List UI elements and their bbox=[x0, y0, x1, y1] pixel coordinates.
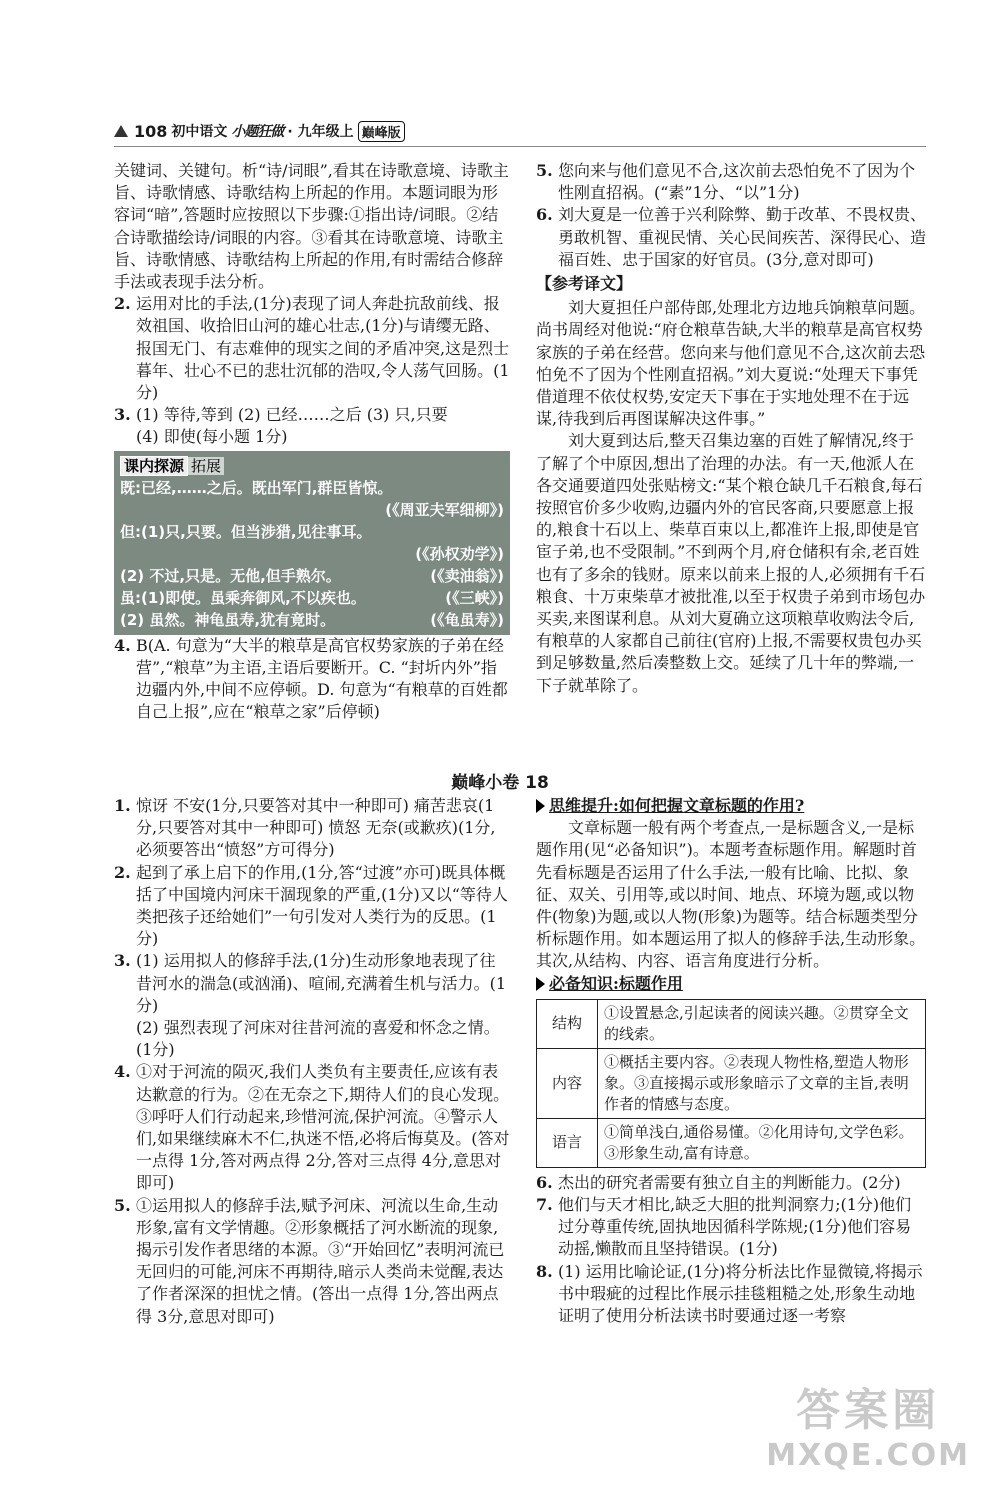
answer-item bbox=[536, 1194, 926, 1261]
item-text: 惊讶 不安(1分,只要答对其中一种即可) 痛苦悲哀(1分,只要答对其中一种即可) 愤怒 无奈(或歉疚)(1分,必须要答出“愤怒”方可得分) bbox=[136, 796, 496, 860]
knowledge-row bbox=[120, 609, 504, 631]
knowledge-tag: 课内探源 bbox=[120, 456, 188, 476]
table-value: ①概括主要内容。②表现人物性格,塑造人物形象。③直接揭示或形象暗示了文章的主旨,表明作者的情感与态度。 bbox=[598, 1048, 926, 1118]
section-title: 巅峰小卷 18 bbox=[451, 773, 549, 793]
header-divider bbox=[114, 146, 926, 147]
item-number: 8. bbox=[536, 1261, 553, 1281]
left-bottom-column bbox=[114, 795, 510, 1328]
item-text: 您向来与他们意见不合,这次前去恐怕免不了因为个性刚直招祸。(“素”1分、“以”1分) bbox=[558, 161, 916, 203]
page-number: 108 bbox=[134, 121, 168, 141]
book-title: 初中语文 bbox=[171, 124, 228, 140]
answer-item bbox=[536, 1261, 926, 1328]
knowledge-tag-extension: 拓展 bbox=[188, 457, 224, 475]
reference-translation-title: 【参考译文】 bbox=[536, 274, 633, 294]
triangle-icon bbox=[114, 125, 128, 137]
knowledge-source: (《龟虽寿》) bbox=[430, 610, 504, 629]
item-number: 3. bbox=[114, 405, 131, 425]
knowledge-source: (《卖油翁》) bbox=[430, 566, 504, 585]
watermark-logo: 答案圈 bbox=[796, 1385, 941, 1436]
item-text: 运用对比的手法,(1分)表现了词人奔赴抗敌前线、报效祖国、收拾旧山河的雄心壮志,(1分)与请缨无路、报国无门、有志难伸的现实之间的矛盾冲突,这是烈士暮年、壮心不已的悲壮沉郁的浩叹,令人荡气回肠。(1分) bbox=[136, 294, 510, 403]
answer-item bbox=[114, 795, 510, 862]
knowledge-title: 必备知识:标题作用 bbox=[549, 973, 683, 993]
answer-item bbox=[536, 160, 926, 204]
item-number: 6. bbox=[536, 1172, 553, 1192]
left-top-column bbox=[114, 160, 510, 723]
item-line: (1) 等待,等到 (2) 已经……之后 (3) 只,只要 bbox=[136, 405, 448, 425]
brand-logo: 小题狂做 bbox=[231, 124, 284, 140]
item-text bbox=[136, 404, 510, 448]
item-text: 起到了承上启下的作用,(1分,答“过渡”亦可)既具体概括了中国境内河床干涸现象的严重,(1分)又以“等待人类把孩子还给她们”一句引发对人类行为的反思。(1分) bbox=[136, 862, 508, 949]
item-number: 4. bbox=[114, 1062, 131, 1082]
answer-item bbox=[536, 1172, 926, 1194]
watermark bbox=[766, 1374, 970, 1473]
answer-item bbox=[114, 950, 510, 1061]
knowledge-heading bbox=[536, 973, 926, 995]
grade-label: · 九年级上 bbox=[287, 124, 354, 140]
item-text bbox=[136, 950, 510, 1061]
analysis-continuation: 关键词、关键句。析“诗/词眼”,看其在诗歌意境、诗歌主旨、诗歌情感、诗歌结构上所起的作用。本题词眼为形容词“暗”,答题时应按照以下步骤:①指出诗/词眼。②结合诗歌描绘诗/词眼的内容。③看其在诗歌意境、诗歌主旨、诗歌情感、诗歌结构上所起的作用,有时需结合修辞手法或表现手法分析。 bbox=[114, 161, 509, 292]
item-line: (1) 运用拟人的修辞手法,(1分)生动形象地表现了往昔河水的湍急(或汹涌)、喧闹,充满着生机与活力。(1分) bbox=[136, 951, 506, 1015]
knowledge-source: (《孙权劝学》) bbox=[415, 544, 504, 563]
item-number: 4. bbox=[114, 635, 131, 655]
item-number: 6. bbox=[536, 205, 553, 225]
translation-paragraph: 刘大夏到达后,整天召集边塞的百姓了解情况,终于了解了个中原因,想出了治理的办法。有一天,他派人在各交通要道四处张贴榜文:“某个粮仓缺几千石粮食,每石按照官价多少收购,边疆内外的官民客商,只要愿意上报的,粮食十石以上、柴草百束以上,都准许上报,即使是官宦子弟,也不受限制。”不到两个月,府仓储积有余,老百姓也有了多余的钱财。原来以前来上报的人,必须拥有千石粮食、十万束柴草才被批准,以至于权贵子弟到市场包办买卖,来图谋利息。从刘大夏确立这项粮草收购法令后,有粮草的人家都自己前往(官府)上报,不需要权贵包办买到足够数量,然后凑整数上交。延续了几十年的弊端,一下子就革除了。 bbox=[536, 431, 926, 695]
knowledge-line: (2) 虽然。神龟虽寿,犹有竟时。 bbox=[120, 610, 336, 629]
tip-body: 文章标题一般有两个考查点,一是标题含义,一是标题作用(见“必备知识”)。本题考查标题作用。解题时首先看标题是否运用了什么手法,一般有比喻、比拟、象征、双关、引用等,或以时间、地点、环境为题,或以物件(物象)为题,或以人物(形象)为题等。结合标题类型分析标题作用。如本题运用了拟人的修辞手法,生动形象。其次,从结构、内容、语言角度进行分析。 bbox=[536, 818, 926, 971]
knowledge-row bbox=[120, 565, 504, 587]
answer-item bbox=[114, 1195, 510, 1328]
item-number: 1. bbox=[114, 796, 131, 815]
item-number: 2. bbox=[114, 294, 131, 314]
answer-item bbox=[114, 862, 510, 951]
knowledge-source: (《周亚夫军细柳》) bbox=[385, 500, 504, 519]
table-value: ①设置悬念,引起读者的阅读兴趣。②贯穿全文的线索。 bbox=[598, 999, 926, 1048]
item-text: B(A. 句意为“大半的粮草是高官权势家族的子弟在经营”,“粮草”为主语,主语后要断开。C. “封圻内外”指边疆内外,中间不应停顿。D. 句意为“有粮草的百姓都自己上报”,应在“粮草之家”后停顿) bbox=[136, 635, 508, 722]
knowledge-line: 既:已经,……之后。既出军门,群臣皆惊。 bbox=[120, 478, 393, 497]
table-row bbox=[537, 1118, 926, 1167]
item-line: (2) 强烈表现了河床对往昔河流的喜爱和怀念之情。(1分) bbox=[136, 1018, 500, 1060]
item-number: 2. bbox=[114, 862, 131, 882]
right-bottom-column bbox=[536, 795, 926, 1327]
item-number: 3. bbox=[114, 951, 131, 971]
title-function-table bbox=[536, 999, 926, 1168]
translation-paragraph: 刘大夏担任户部侍郎,处理北方边地兵饷粮草问题。尚书周经对他说:“府仓粮草告缺,大半的粮草是高官权势家族的子弟在经营。您向来与他们意见不合,这次前去恐怕免不了因为个性刚直招祸。”刘大夏说:“处理天下事凭借道理不依仗权势,安定天下事在于实地处理不在于远谋,待我到后再图谋解决这件事。” bbox=[536, 298, 926, 429]
answer-item bbox=[536, 204, 926, 271]
item-line: (4) 即使(每小题 1分) bbox=[136, 427, 288, 447]
knowledge-line: 虽:(1)即使。虽乘奔御风,不以疾也。 bbox=[120, 588, 366, 607]
arrow-icon bbox=[536, 977, 545, 991]
item-number: 5. bbox=[536, 161, 553, 180]
table-key: 语言 bbox=[537, 1118, 598, 1167]
tip-title: 思维提升:如何把握文章标题的作用? bbox=[549, 796, 805, 815]
knowledge-line: (2) 不过,只是。无他,但手熟尔。 bbox=[120, 566, 341, 585]
knowledge-row bbox=[120, 587, 504, 609]
item-text: (1) 运用比喻论证,(1分)将分析法比作显微镜,将揭示书中瑕疵的过程比作展示挂毯粗糙之处,形象生动地证明了使用分析法读书时要通过逐一考察 bbox=[558, 1261, 923, 1326]
answer-item bbox=[114, 293, 510, 404]
table-value: ①简单浅白,通俗易懂。②化用诗句,文学色彩。③形象生动,富有诗意。 bbox=[598, 1118, 926, 1167]
item-text: ①对于河流的陨灭,我们人类负有主要责任,应该有表达歉意的行为。②在无奈之下,期待人们的良心发现。③呼吁人们行动起来,珍惜河流,保护河流。④警示人们,如果继续麻木不仁,执迷不悟,必将后悔莫及。(答对一点得 1分,答对两点得 2分,答对三点得 4分,意思对即可) bbox=[136, 1062, 510, 1193]
item-text: 他们与天才相比,缺乏大胆的批判洞察力;(1分)他们过分尊重传统,固执地因循科学陈规;(1分)他们容易动摇,懒散而且坚持错误。(1分) bbox=[558, 1195, 912, 1259]
item-text: 杰出的研究者需要有独立自主的判断能力。(2分) bbox=[558, 1172, 901, 1192]
table-key: 内容 bbox=[537, 1048, 598, 1118]
table-key: 结构 bbox=[537, 999, 598, 1048]
answer-item bbox=[114, 635, 510, 724]
knowledge-box-header bbox=[120, 455, 504, 477]
answer-item bbox=[114, 1061, 510, 1194]
knowledge-line: 但:(1)只,只要。但当涉猎,见往事耳。 bbox=[120, 522, 372, 541]
page-header bbox=[114, 118, 405, 144]
table-row bbox=[537, 1048, 926, 1118]
tip-heading bbox=[536, 795, 926, 817]
item-number: 7. bbox=[536, 1195, 553, 1215]
table-row bbox=[537, 999, 926, 1048]
knowledge-box bbox=[114, 451, 510, 635]
edition-badge: 巅峰版 bbox=[358, 121, 405, 142]
knowledge-source: (《三峡》) bbox=[445, 588, 504, 607]
answer-item bbox=[114, 404, 510, 448]
watermark-url: MXQE.COM bbox=[766, 1438, 970, 1473]
arrow-icon bbox=[536, 799, 545, 813]
item-text: ①运用拟人的修辞手法,赋予河床、河流以生命,生动形象,富有文学情趣。②形象概括了河水断流的现象,揭示引发作者思绪的本源。③“开始回忆”表明河流已无回归的可能,河床不再期待,暗示人类尚未觉醒,表达了作者深深的担忧之情。(答出一点得 1分,答出两点得 3分,意思对即可) bbox=[136, 1195, 505, 1326]
item-number: 5. bbox=[114, 1195, 131, 1215]
right-top-column bbox=[536, 160, 926, 697]
item-text: 刘大夏是一位善于兴利除弊、勤于改革、不畏权贵、勇敢机智、重视民情、关心民间疾苦、深得民心、造福百姓、忠于国家的好官员。(3分,意对即可) bbox=[558, 205, 927, 269]
